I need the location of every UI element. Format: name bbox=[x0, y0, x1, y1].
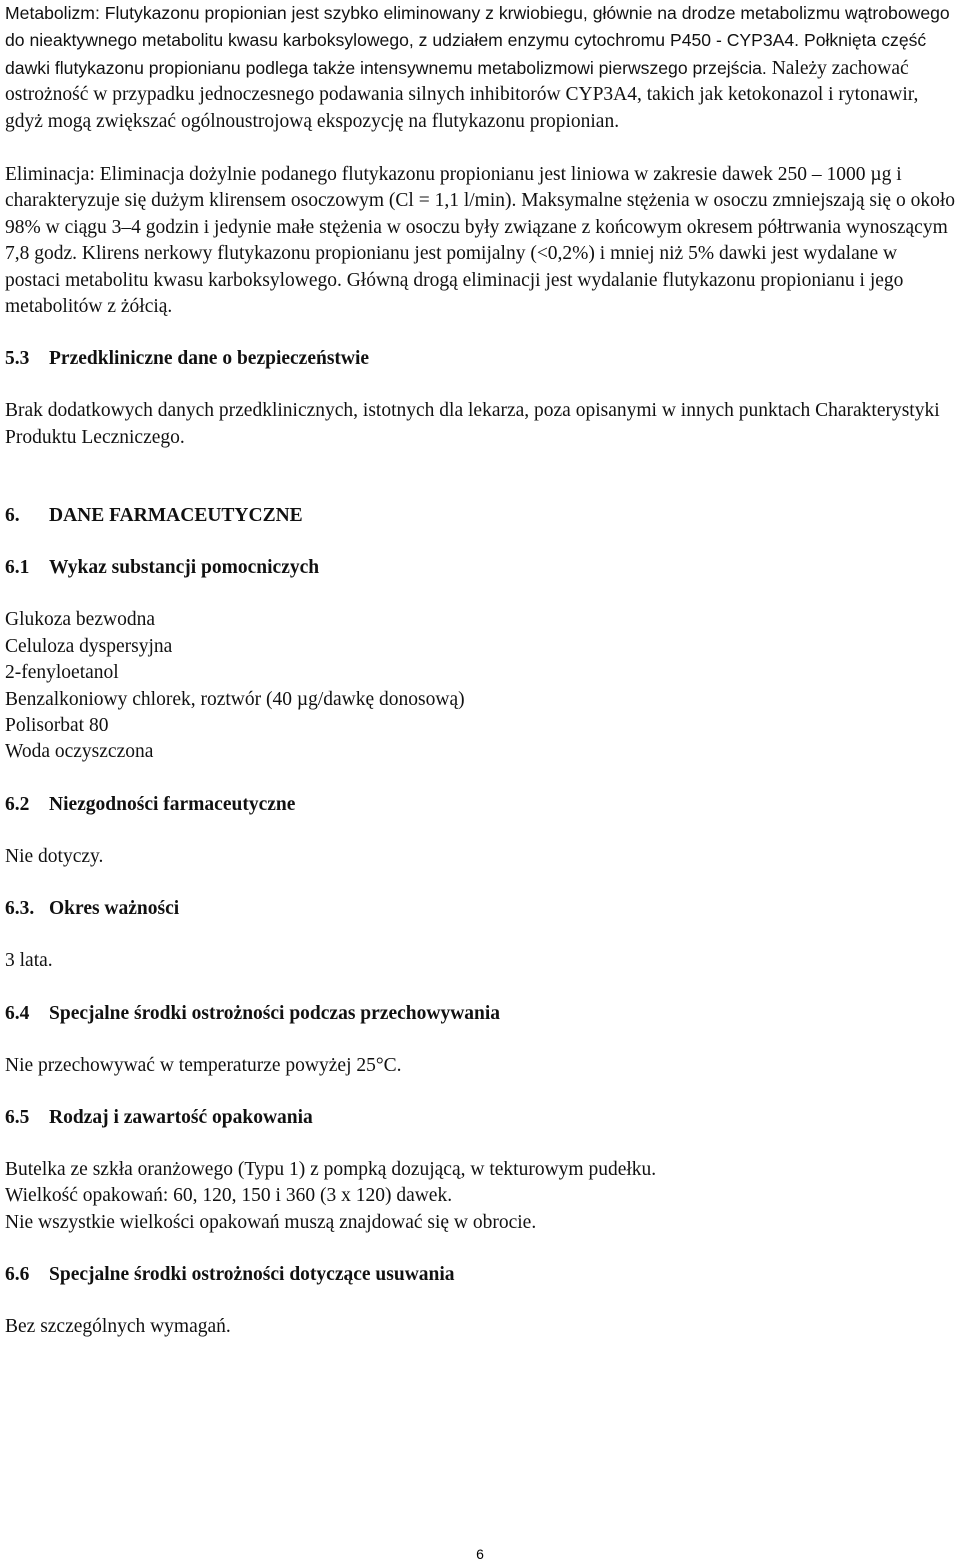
section-6-6-body: Bez szczególnych wymagań. bbox=[5, 1316, 231, 1338]
list-item: Celuloza dyspersyjna bbox=[5, 635, 173, 657]
metabolism-paragraph bbox=[5, 0, 955, 135]
metabolism-text-1: Metabolizm: Flutykazonu propionian jest szybko eliminowany z krwiobiegu, głównie na drodze metabolizmu wątrobowego do nieaktywnego metabolitu kwasu karboksylowego, z udziałem enzymu cytochromu P450 - CYP3A4. Połknięta część dawki flutykazonu propionianu podlega także intensywnemu metabolizmowi pierwszego przejścia. bbox=[5, 3, 950, 78]
section-6-2-heading bbox=[5, 792, 955, 818]
elimination-paragraph bbox=[5, 162, 955, 320]
section-number: 6.3. bbox=[5, 898, 35, 920]
list-item: 2-fenyloetanol bbox=[5, 662, 119, 684]
packaging-line: Nie wszystkie wielkości opakowań muszą znajdować się w obrocie. bbox=[5, 1211, 537, 1233]
section-6-6-heading bbox=[5, 1262, 955, 1288]
section-title: Przedkliniczne dane o bezpieczeństwie bbox=[49, 348, 370, 370]
metabolism-text-2: Należy zachować ostrożność w przypadku jednoczesnego podawania silnych inhibitorów CYP3A4, takich jak ketokonazol i rytonawir, gdyż mogą zwiększać ogólnoustrojową ekspozycję na flutykazonu propionian. bbox=[5, 57, 919, 132]
section-number: 6.5 bbox=[5, 1106, 30, 1128]
section-6-5-heading bbox=[5, 1105, 955, 1131]
section-6-4-body: Nie przechowywać w temperaturze powyżej 25°C. bbox=[5, 1054, 402, 1076]
list-item: Woda oczyszczona bbox=[5, 741, 154, 763]
section-number: 5.3 bbox=[5, 348, 30, 370]
excipients-list bbox=[5, 607, 955, 765]
packaging-line: Butelka ze szkła oranżowego (Typu 1) z pompką dozującą, w tekturowym pudełku. bbox=[5, 1158, 657, 1180]
section-6-2-body: Nie dotyczy. bbox=[5, 845, 104, 867]
elimination-text-2: Maksymalne stężenia w osoczu zmniejszają się o około 98% w ciągu 3–4 godzin i jedynie małe stężenia w osoczu były związane z końcowym okresem półtrwania wynoszącym 7,8 godz. bbox=[5, 190, 955, 265]
section-number: 6.2 bbox=[5, 793, 30, 815]
section-title: Rodzaj i zawartość opakowania bbox=[49, 1106, 313, 1128]
elimination-text-3: Klirens nerkowy flutykazonu propionianu jest pomijalny (<0,2%) i mniej niż 5% dawki jest wydalane w postaci metabolitu kwasu karboksylowego. Główną drogą eliminacji jest wydalanie flutykazonu propionianu i jego metabolitów z żółcią. bbox=[5, 243, 904, 318]
section-6-1-heading bbox=[5, 555, 955, 581]
section-6-3-body: 3 lata. bbox=[5, 950, 53, 972]
list-item: Glukoza bezwodna bbox=[5, 609, 155, 631]
page-number: 6 bbox=[476, 1546, 484, 1562]
section-title: Wykaz substancji pomocniczych bbox=[49, 557, 320, 579]
elimination-text-1: Eliminacja: Eliminacja dożylnie podanego flutykazonu propionianu jest liniowa w zakresie dawek 250 – 1000 µg i charakteryzuje się dużym klirensem osoczowym (Cl = 1,1 l/min). bbox=[5, 164, 902, 212]
section-number: 6. bbox=[5, 505, 20, 527]
packaging-lines bbox=[5, 1157, 955, 1236]
section-number: 6.6 bbox=[5, 1264, 30, 1286]
section-title: DANE FARMACEUTYCZNE bbox=[49, 505, 303, 527]
section-6-3-heading bbox=[5, 896, 955, 922]
section-title: Specjalne środki ostrożności dotyczące usuwania bbox=[49, 1264, 455, 1286]
packaging-line: Wielkość opakowań: 60, 120, 150 i 360 (3 x 120) dawek. bbox=[5, 1185, 453, 1207]
section-title: Niezgodności farmaceutyczne bbox=[49, 793, 296, 815]
section-6-4-heading bbox=[5, 1001, 955, 1027]
section-5-3-body: Brak dodatkowych danych przedklinicznych, istotnych dla lekarza, poza opisanymi w innych punktach Charakterystyki Produktu Leczniczego. bbox=[5, 400, 940, 448]
section-title: Okres ważności bbox=[49, 898, 180, 920]
document-page bbox=[5, 0, 955, 1341]
section-title: Specjalne środki ostrożności podczas przechowywania bbox=[49, 1002, 501, 1024]
section-number: 6.4 bbox=[5, 1002, 30, 1024]
list-item: Polisorbat 80 bbox=[5, 714, 109, 736]
section-5-3-heading bbox=[5, 346, 955, 372]
list-item: Benzalkoniowy chlorek, roztwór (40 µg/dawkę donosową) bbox=[5, 688, 465, 710]
section-number: 6.1 bbox=[5, 557, 30, 579]
section-6-heading bbox=[5, 503, 955, 529]
